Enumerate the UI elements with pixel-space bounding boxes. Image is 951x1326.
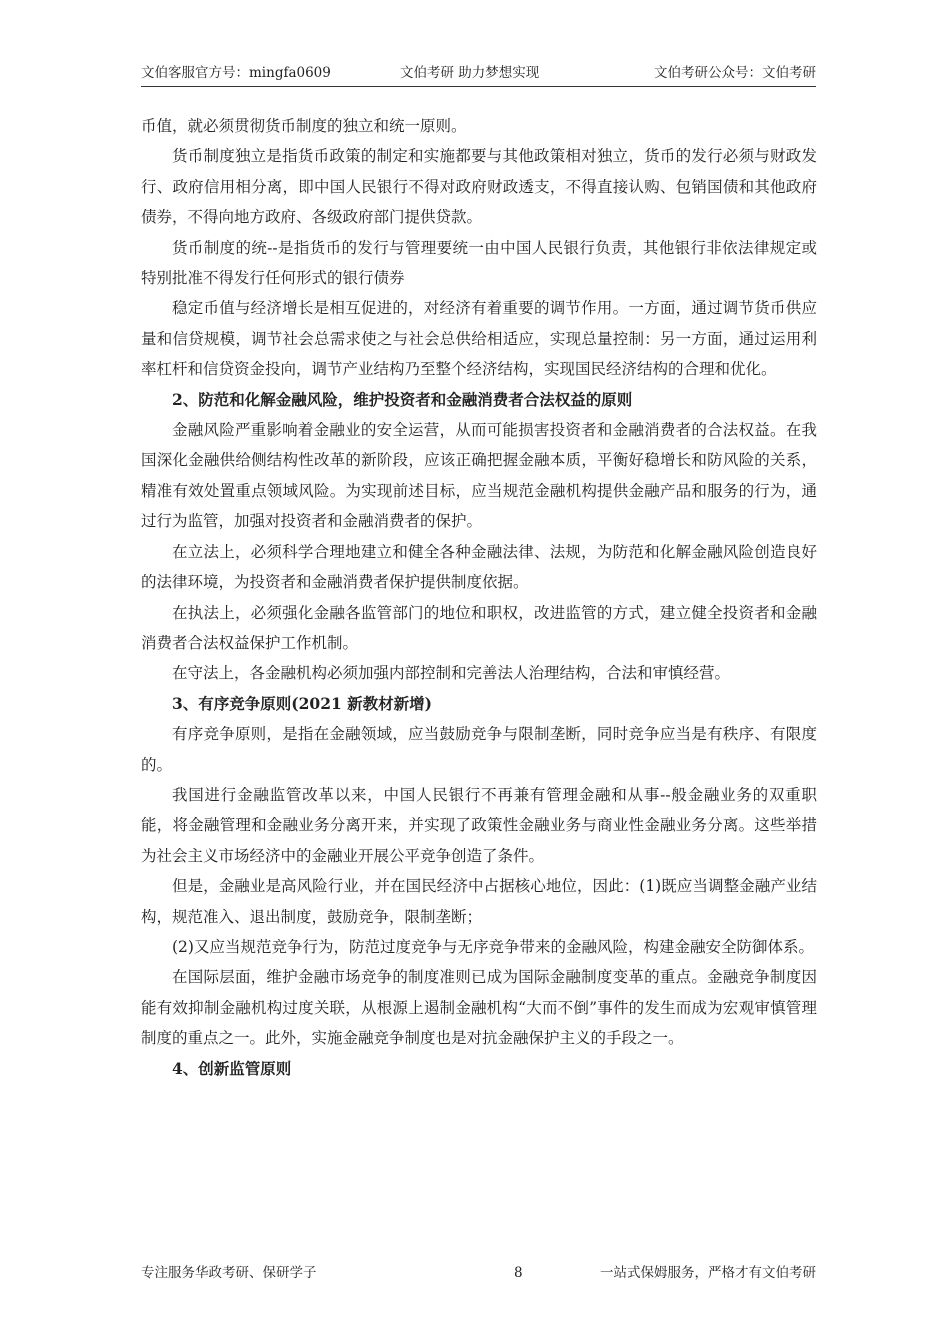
footer-left-text: 专注服务华政考研、保研学子 [141,1265,317,1281]
page-number: 8 [514,1265,523,1281]
paragraph: 在国际层面，维护金融市场竞争的制度准则已成为国际金融制度变革的重点。金融竞争制度因能有效抑制金融机构过度关联，从根源上遏制金融机构“大而不倒”事件的发生而成为宏观审慎管理制度的重点之一。此外，实施金融竞争制度也是对抗金融保护主义的手段之一。 [141,968,817,1048]
paragraph: 货币制度独立是指货币政策的制定和实施都要与其他政策相对独立，货币的发行必须与财政发行、政府信用相分离，即中国人民银行不得对政府财政透支，不得直接认购、包销国债和其他政府债券，不得向地方政府、各级政府部门提供贷款。 [141,147,817,227]
section-heading-2: 2、防范和化解金融风险，维护投资者和金融消费者合法权益的原则 [172,389,633,409]
paragraph: 我国进行金融监管改革以来，中国人民银行不再兼有管理金融和从事--般金融业务的双重职能，将金融管理和金融业务分离开来，并实现了政策性金融业务与商业性金融业务分离。这些举措为社会主义市场经济中的金融业开展公平竞争创造了条件。 [141,785,817,865]
page-body [141,111,817,1084]
paragraph: 在立法上，必须科学合理地建立和健全各种金融法律、法规，为防范和化解金融风险创造良好的法律环境，为投资者和金融消费者保护提供制度依据。 [141,542,817,592]
paragraph: 在执法上，必须强化金融各监管部门的地位和职权，改进监管的方式，建立健全投资者和金融消费者合法权益保护工作机制。 [141,603,817,652]
paragraph: 有序竞争原则，是指在金融领域，应当鼓励竞争与限制垄断，同时竞争应当是有秩序、有限度的。 [141,725,817,774]
header-center-text: 文伯考研 助力梦想实现 [400,65,540,81]
paragraph: 货币制度的统--是指货币的发行与管理要统一由中国人民银行负责，其他银行非依法律规定或特别批准不得发行任何形式的银行债券 [141,238,817,288]
paragraph: 但是，金融业是高风险行业，并在国民经济中占据核心地位，因此：(1)既应当调整金融产业结构，规范准入、退出制度，鼓励竞争，限制垄断； [141,877,817,926]
header-left-text: 文伯客服官方号：mingfa0609 [141,65,331,81]
paragraph: 稳定币值与经济增长是相互促进的，对经济有着重要的调节作用。一方面，通过调节货币供应量和信贷规模，调节社会总需求使之与社会总供给相适应，实现总量控制：另一方面，通过运用利率杠杆和信贷资金投向，调节产业结构乃至整个经济结构，实现国民经济结构的合理和优化。 [141,299,817,379]
footer-right-text: 一站式保姆服务，严格才有文伯考研 [600,1265,816,1281]
page-footer [141,1262,816,1284]
paragraph: 金融风险严重影响着金融业的安全运营，从而可能损害投资者和金融消费者的合法权益。在我国深化金融供给侧结构性改革的新阶段，应该正确把握金融本质，平衡好稳增长和防风险的关系，精准有效处置重点领域风险。为实现前述目标，应当规范金融机构提供金融产品和服务的行为，通过行为监管，加强对投资者和金融消费者的保护。 [141,421,817,531]
paragraph: (2)又应当规范竞争行为，防范过度竞争与无序竞争带来的金融风险，构建金融安全防御体系。 [172,937,814,956]
paragraph-continuation: 币值，就必须贯彻货币制度的独立和统一原则。 [141,117,467,135]
page-header [141,62,816,87]
section-heading-3: 3、有序竞争原则(2021 新教材新增) [172,693,432,713]
paragraph: 在守法上，各金融机构必须加强内部控制和完善法人治理结构，合法和审慎经营。 [172,664,731,683]
header-right-text: 文伯考研公众号：文伯考研 [654,65,816,81]
section-heading-4: 4、创新监管原则 [172,1058,292,1078]
